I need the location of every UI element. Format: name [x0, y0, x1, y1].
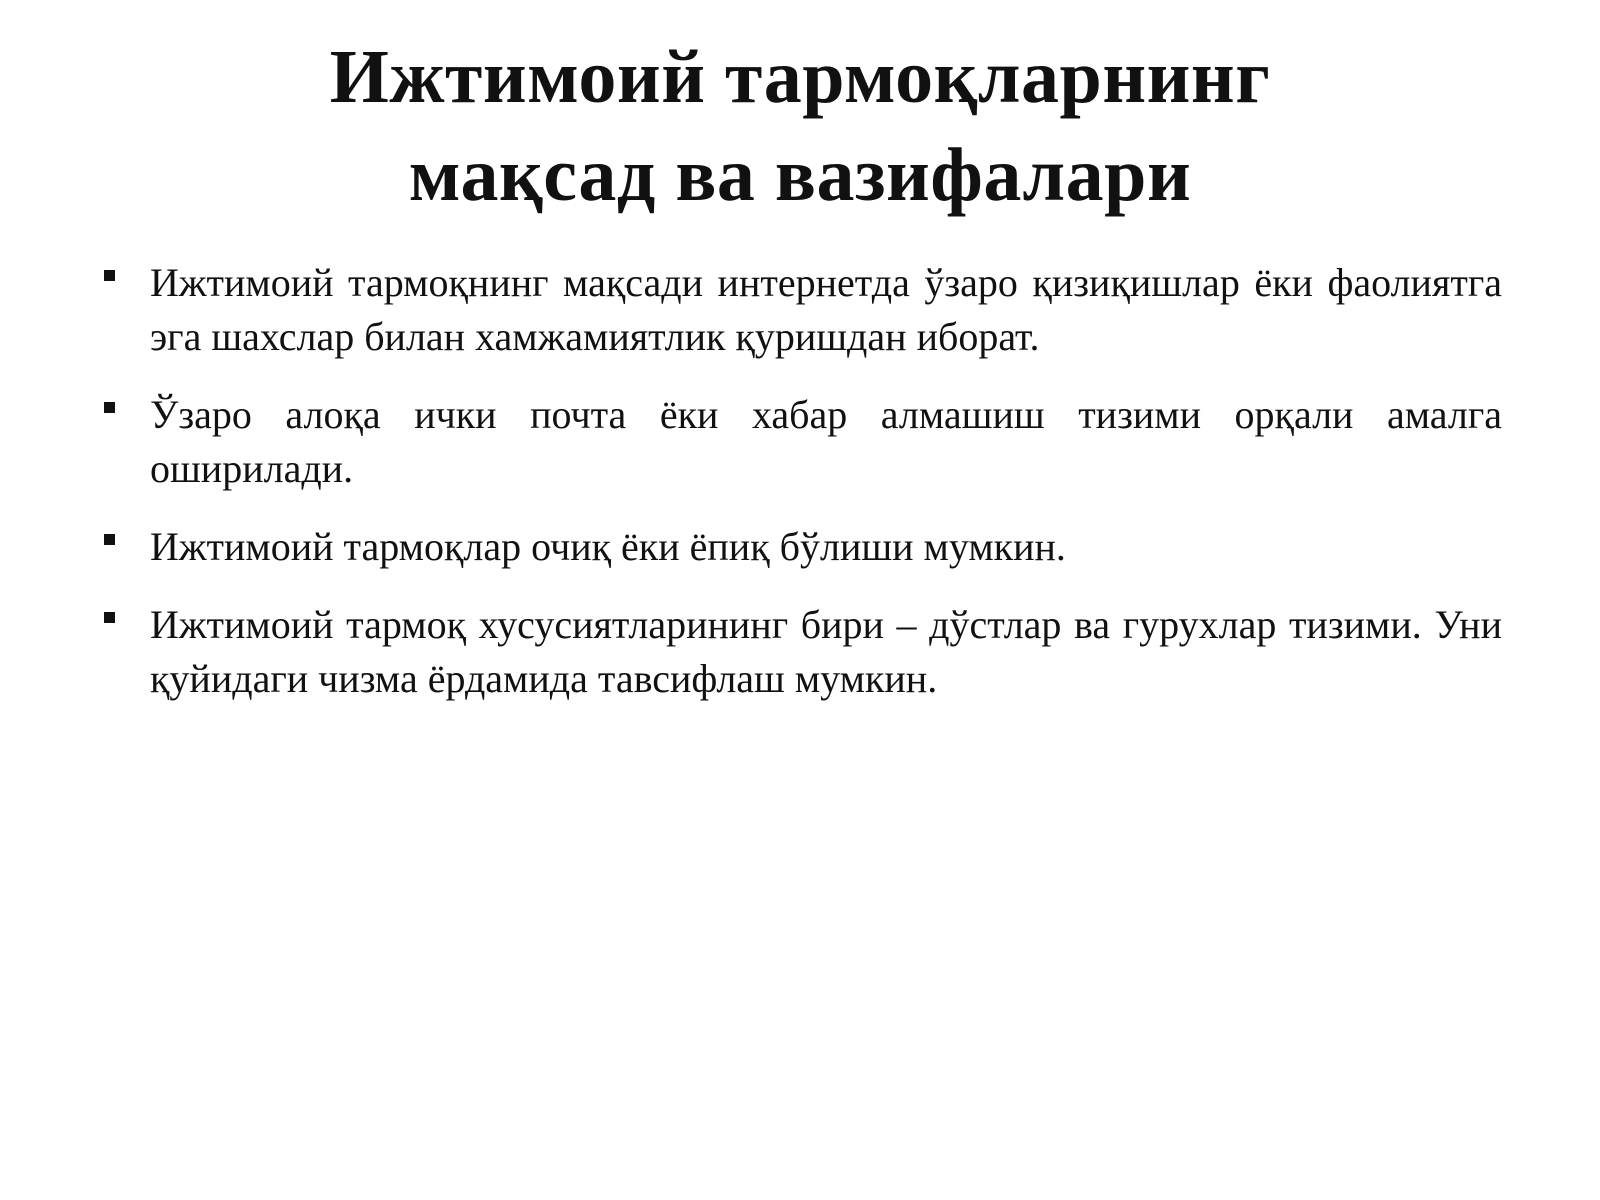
square-bullet-icon: [104, 612, 115, 623]
square-bullet-icon: [104, 270, 115, 281]
square-bullet-icon: [104, 534, 115, 545]
slide-title: [200, 28, 1400, 224]
bullet-item-open-closed: [96, 520, 1502, 574]
bullet-item-friends-groups: [96, 598, 1502, 706]
slide-title-line-1: Ижтимоий тармоқларнинг: [329, 35, 1271, 119]
bullet-text: Ижтимоий тармоқнинг мақсади интернетда ўзаро қизиқишлар ёки фаолиятга эга шахслар билан хамжамиятлик қуришдан иборат.: [150, 260, 1502, 359]
slide-title-line-2: мақсад ва вазифалари: [408, 133, 1192, 217]
square-bullet-icon: [104, 402, 115, 413]
bullet-list: [96, 256, 1502, 730]
bullet-text: Ўзаро алоқа ички почта ёки хабар алмашиш тизими орқали амалга оширилади.: [150, 392, 1502, 491]
bullet-item-goal: [96, 256, 1502, 364]
bullet-text: Ижтимоий тармоқ хусусиятларининг бири – дўстлар ва гурухлар тизими. Уни қуйидаги чизма ёрдамида тавсифлаш мумкин.: [150, 602, 1502, 701]
bullet-text: Ижтимоий тармоқлар очиқ ёки ёпиқ бўлиши мумкин.: [150, 524, 1066, 569]
bullet-item-communication: [96, 388, 1502, 496]
